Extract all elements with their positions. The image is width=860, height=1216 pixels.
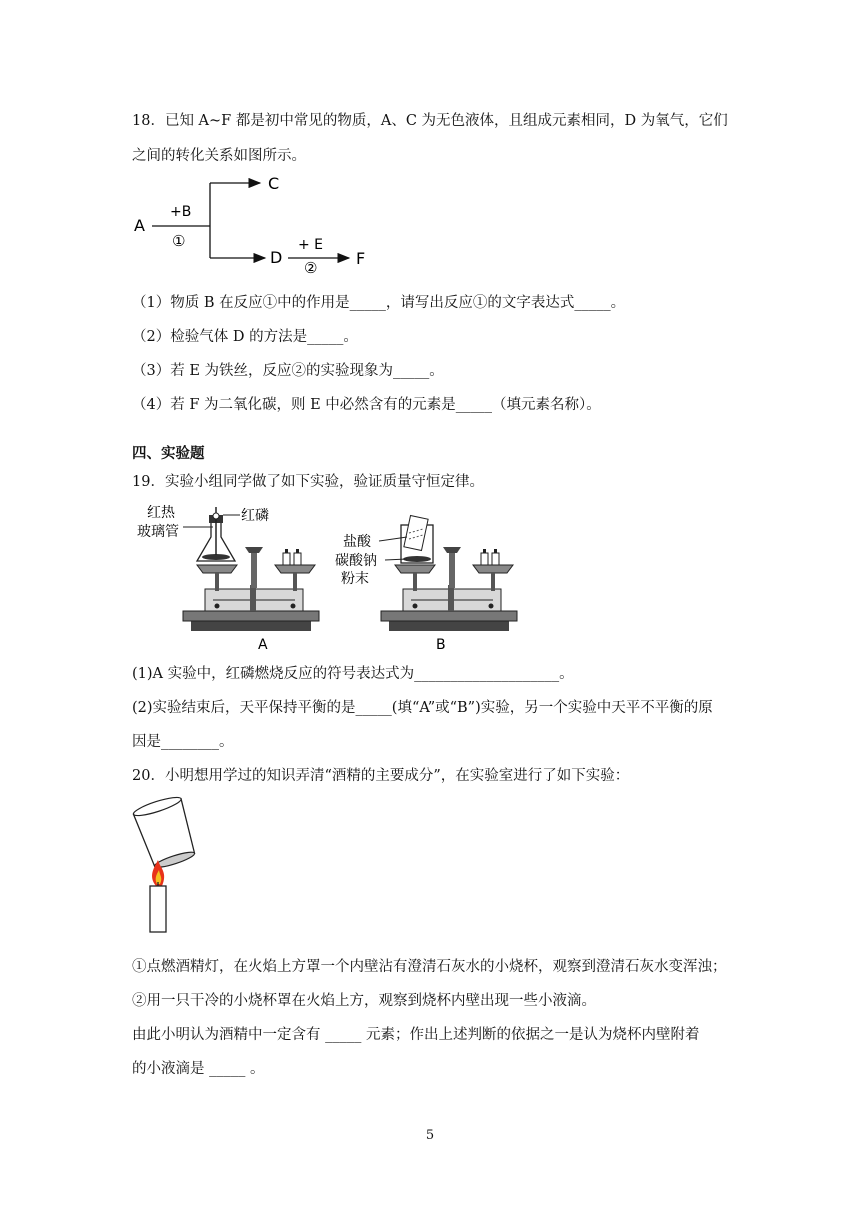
diagram-label-plus-e: + E: [298, 237, 324, 253]
section-title: 四、实验题: [132, 445, 205, 462]
q18-sub1: （1）物质 B 在反应①中的作用是_____，请写出反应①的文字表达式_____。: [132, 295, 626, 311]
q18-transformation-diagram: [132, 172, 392, 277]
page-number: 5: [425, 1128, 435, 1143]
label-hydrochloric-acid: 盐酸: [343, 534, 371, 550]
q18-stem-line2: 之间的转化关系如图所示。: [132, 148, 306, 164]
diagram-label-step2: ②: [304, 259, 318, 277]
diagram-label-plus-b: +B: [170, 204, 192, 220]
q19-sub2-line2: 因是________。: [132, 734, 234, 750]
q20-stem: 20．小明想用学过的知识弄清“酒精的主要成分”，在实验室进行了如下实验：: [132, 768, 630, 784]
q18-sub3: （3）若 E 为铁丝，反应②的实验现象为_____。: [132, 363, 444, 379]
apparatus-a: [137, 504, 319, 653]
label-red-hot: 红热: [147, 505, 175, 521]
diagram-label-d: D: [270, 248, 283, 267]
q18-sub2: （2）检验气体 D 的方法是_____。: [132, 329, 358, 345]
caption-a: A: [258, 637, 268, 653]
q19-sub1: (1)A 实验中，红磷燃烧反应的符号表达式为____________________。: [132, 666, 574, 682]
label-glass-tube: 玻璃管: [137, 524, 179, 540]
label-red-phosphorus: 红磷: [241, 508, 269, 524]
q20-step2: ②用一只干冷的小烧杯罩在火焰上方，观察到烧杯内壁出现一些小液滴。: [132, 993, 596, 1009]
q20-beaker-over-flame: [130, 796, 210, 936]
label-powder: 粉末: [341, 571, 369, 587]
q19-stem: 19．实验小组同学做了如下实验，验证质量守恒定律。: [132, 474, 484, 490]
diagram-label-c: C: [268, 174, 280, 193]
q18-stem-line1: 18．已知 A~F 都是初中常见的物质，A、C 为无色液体，且组成元素相同，D 为氧气，它们: [132, 113, 728, 129]
diagram-label-a: A: [134, 216, 145, 235]
apparatus-b: [335, 515, 517, 653]
diagram-label-step1: ①: [172, 232, 186, 250]
q20-conclusion-line2: 的小液滴是 _____ 。: [132, 1061, 265, 1077]
q20-step1: ①点燃酒精灯，在火焰上方罩一个内壁沾有澄清石灰水的小烧杯，观察到澄清石灰水变浑浊；: [132, 959, 727, 975]
q20-conclusion-line1: 由此小明认为酒精中一定含有 _____ 元素；作出上述判断的依据之一是认为烧杯内壁附着: [132, 1027, 700, 1043]
q19-sub2-line1: (2)实验结束后，天平保持平衡的是_____(填“A”或“B”)实验，另一个实验中天平不平衡的原: [132, 700, 713, 716]
label-sodium-carbonate: 碳酸钠: [335, 553, 377, 569]
caption-b: B: [436, 637, 446, 653]
q19-figure: [135, 503, 525, 653]
diagram-label-f: F: [356, 249, 366, 268]
q18-sub4: （4）若 F 为二氧化碳，则 E 中必然含有的元素是_____（填元素名称）。: [132, 397, 601, 413]
